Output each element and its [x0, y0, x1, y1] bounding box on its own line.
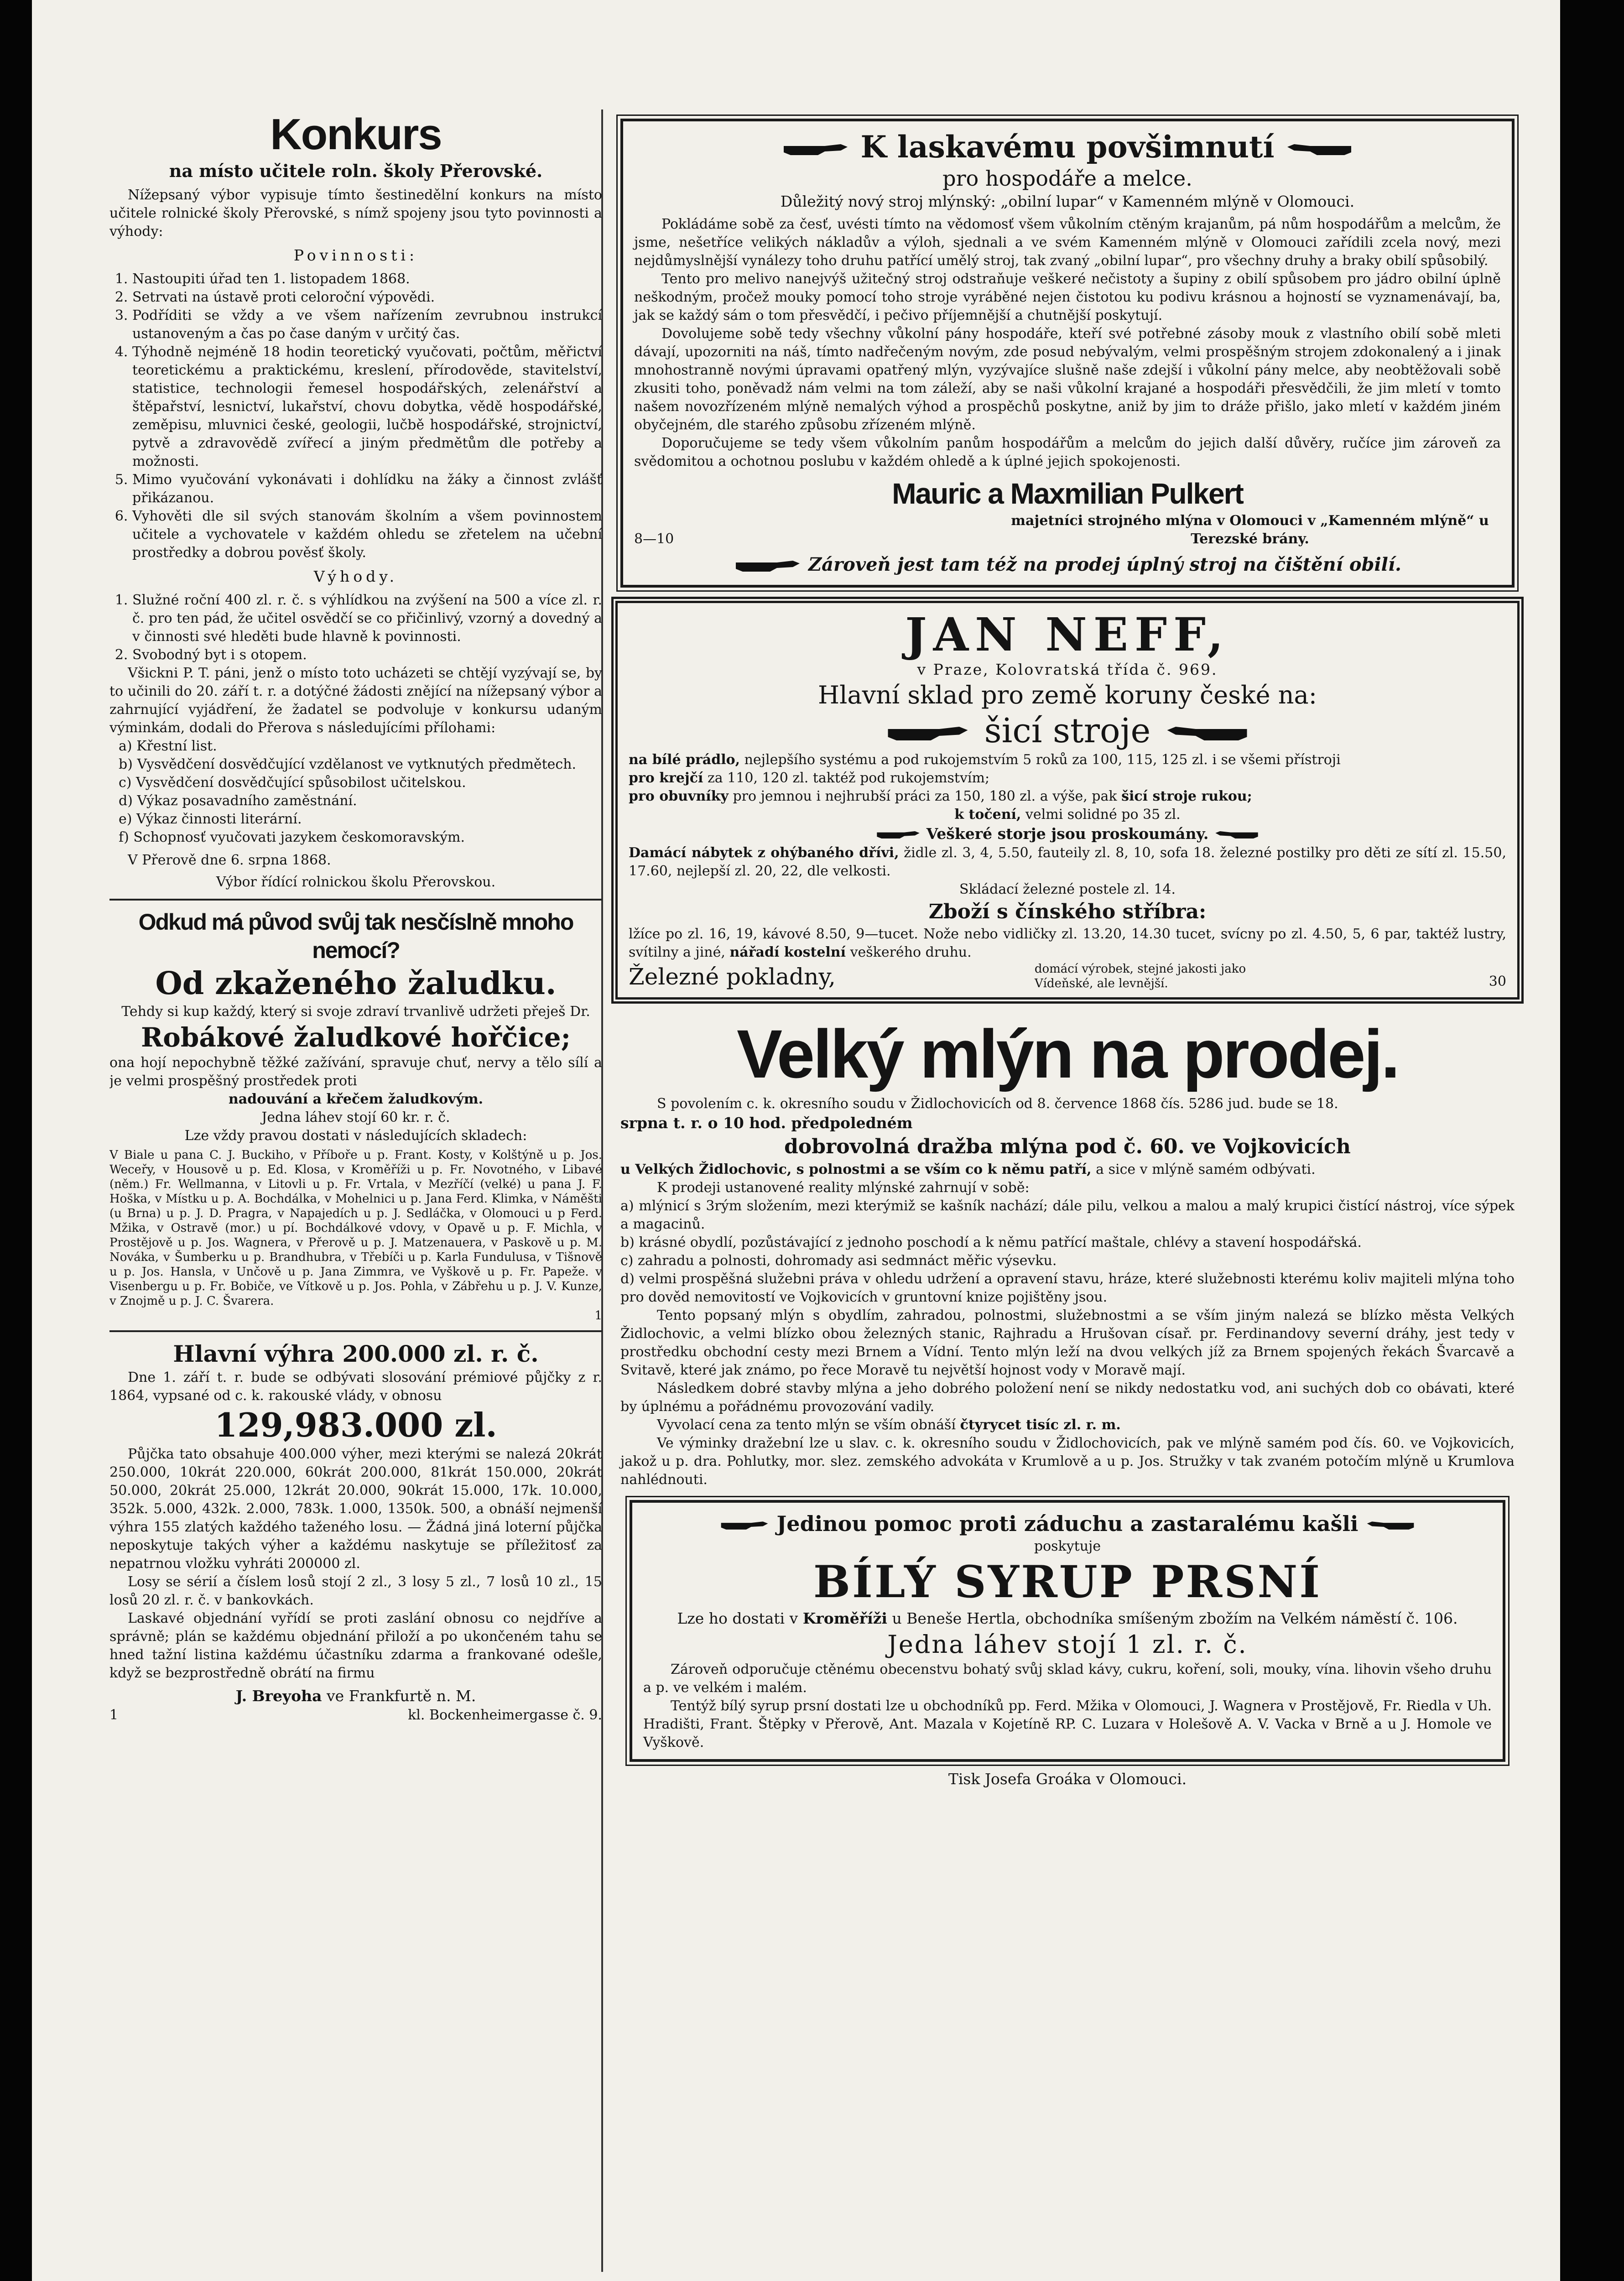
horcice-ad: [109, 908, 602, 1323]
konkurs-title: Konkurs: [270, 110, 442, 159]
neff-line7: Skládací železné postele zl. 14.: [959, 881, 1176, 897]
mlyn-p1-bold: srpna t. r. o 10 hod. předpoledném: [620, 1114, 913, 1132]
loterie-text4: Laskavé objednání vyřídí se proti zaslání obnosu co nejdříve a správně; plán se každému objednání přiloží a po ukončeném tahu se hned tažní listina každému účastníku zdarma a frankované odešle, když se bezprostředně obrátí na firmu: [109, 1610, 602, 1681]
pulkert-footer-line: [634, 552, 1501, 578]
pointing-hand-icon: [1365, 1519, 1416, 1532]
horcice-lead: Tehdy si kup každý, který si svoje zdraví trvanlivě udržeti přeješ Dr.: [121, 1004, 590, 1020]
mlyn-p1: S povolením c. k. okresního soudu v Židlochovicích od 8. července 1868 čís. 5286 jud. bude se 18.: [657, 1096, 1338, 1112]
mlyn-p7: [620, 1416, 1515, 1434]
horcice-question: Odkud má původ svůj tak nesčíslně mnoho nemocí?: [138, 909, 573, 963]
neff-line9: [629, 925, 1506, 962]
neff-line2: [629, 769, 1506, 787]
neff-line2-bold: pro krejčí: [629, 770, 703, 786]
pointing-hand-icon: [781, 141, 850, 159]
printer-imprint: Tisk Josefa Groáka v Olomouci.: [948, 1770, 1187, 1788]
neff-name: JAN NEFF,: [905, 608, 1230, 661]
neff-line10-small: domácí výrobek, stejné jakosti jako Vídeňské, ale levnější.: [1034, 962, 1246, 990]
pointing-hand-icon: [734, 557, 802, 575]
pulkert-p3: Dovolujeme sobě tedy všechny vůkolní pány hospodáře, kteří své potřebné zásoby mouk z vlastního obilí sobě mleti dávají, upozorniti na náš, tímto nadřečeným novým, zde posud nebývalým, velmi prospěšným strojem zdokonalený a i jinak mnohostranně novými úpravami opatřený mlýn, vyzývajíce slušně naše zdejší i vůkolní pány melce, aby neobtěžovali sobě zkusiti toho, poněvadž nám velmi na tom záleží, aby se naši vůkolní krajané a hospodáři přesvědčili, že jim mletí v tomto našem novozřízeném mlýně nemalých výhod a prospěchů poskytne, aniž by jim to dráže přišlo, jako mletí v každém jiném obyčejném, dle starého způsobu zřízeném mlýně.: [634, 326, 1501, 433]
mlyn-p2: dobrovolná dražba mlýna pod č. 60. ve Vojkovicích: [784, 1135, 1351, 1158]
mlyn-p8: Ve výminky dražební lze u slav. c. k. okresního soudu v Židlochovicích, pak ve mlýně samém pod čís. 60. ve Vojkovicích, jakož u p. dra. Pohlutky, mor. slez. zemského advokáta v Krumlově a u p. Jos. Stružky v tak zvaném potočím mlýně u Krumlova nahlédnouti.: [620, 1435, 1515, 1488]
pointing-hand-icon: [1161, 722, 1253, 745]
syrup-depots: Tentýž bílý syrup prsní dostati lze u obchodníků pp. Ferd. Mžika v Olomouci, J. Wagnera v Prostějově, Fr. Riedla v Uh. Hradišti, Frant. Štěpky v Přerově, Ant. Mazala v Kojetíně RP. C. Luzara v Holešově A. V. Vacka v Brně a u J. Homole ve Vyškově.: [643, 1698, 1492, 1750]
pulkert-line: Důležitý nový stroj mlýnský: „obilní lupar“ v Kamenném mlýně v Olomouci.: [780, 193, 1355, 210]
horcice-number: 1: [594, 1309, 602, 1323]
pointing-hand-icon: [1285, 141, 1353, 159]
konkurs-place-date: V Přerově dne 6. srpna 1868.: [128, 852, 331, 868]
syrup-product: BÍLÝ SYRUP PRSNÍ: [813, 1556, 1322, 1608]
konkurs-subtitle: na místo učitele roln. školy Přerovské.: [169, 161, 543, 181]
pulkert-owners: majetníci strojného mlýna v Olomouci v „Kamenném mlýně“ u Terezské brány.: [1011, 513, 1489, 547]
konkurs-duties-heading: Povinnosti:: [293, 246, 418, 264]
neff-line1-bold: na bílé prádlo,: [629, 752, 740, 768]
mlyn-item: c) zahradu a polnosti, dohromady asi sedmnáct měřic výsevku.: [620, 1253, 1057, 1269]
syrup-heading-line: [643, 1510, 1492, 1537]
horcice-product: Robákové žaludkové hořčice;: [141, 1022, 571, 1053]
scan-border-left: [0, 0, 32, 2281]
duty-item: 3. Podříditi se vždy a ve všem nařízením zevrubnou instrukcí ustanoveným a čas po čase daným v určitý čas.: [132, 307, 602, 343]
attachment-item: c) Vysvědčení dosvědčující spůsobilost učitelskou.: [119, 775, 466, 791]
mlyn-item: d) velmi prospěšná služebni práva v ohledu udržení a opravení stavu, hráze, které služebnosti kterému koliv majiteli mlýna toho pro dověd nemovitostí ve Vojkovicích v gruntovní knize pojištěny jsou.: [620, 1271, 1515, 1305]
mlyn-p6: Následkem dobré stavby mlýna a jeho dobrého položení není se nikdy nedostatku vod, ani suchých dob co obávati, které by úplnému a pořádnému provozování vadily.: [620, 1380, 1515, 1415]
neff-product-line: [629, 711, 1506, 751]
mlyn-p7-bold: čtyrycet tisíc zl. r. m.: [960, 1417, 1121, 1433]
attachment-item: d) Výkaz posavadního zaměstnání.: [119, 793, 357, 809]
benefit-item: 2. Svobodný byt i s otopem.: [132, 646, 602, 664]
attachment-item: f) Schopnosť vyučovati jazykem českomoravským.: [119, 829, 465, 845]
horcice-price: Jedna láhev stojí 60 kr. r. č.: [261, 1109, 450, 1125]
pulkert-firm: Mauric a Maxmilian Pulkert: [892, 477, 1243, 510]
pointing-hand-icon: [875, 828, 921, 841]
neff-line6-text: židle zl. 3, 4, 5.50, fauteily zl. 8, 10, sofa 18. železné postilky pro děti ze sítí zl. 15.50, 17.60, nejlepší zl. 20, 22, dle velkosti.: [629, 845, 1506, 879]
konkurs-signature: Výbor řídící rolnickou školu Přerovskou.: [216, 874, 496, 890]
duty-item: 2. Setrvati na ústavě proti celoroční výpovědi.: [132, 288, 602, 307]
syrup-price: Jedna láhev stojí 1 zl. r. č.: [887, 1630, 1248, 1659]
neff-line4-text: velmi solidné po 35 zl.: [1025, 807, 1181, 823]
loterie-amount: 129,983.000 zl.: [214, 1406, 497, 1444]
loterie-ad: [109, 1339, 602, 1724]
loterie-address: kl. Bockenheimergasse č. 9.: [408, 1707, 602, 1723]
duty-item: 5. Mimo vyučování vykonávati i dohlídku na žáky a činnost zvlášť přikázanou.: [132, 471, 602, 507]
mlyn-item: a) mlýnicí s 3rým složením, mezi kterýmiž se kašník nachází; dále pilu, velkou a malou a malý krupici čistící nástroj, více sýpek a magacinů.: [620, 1198, 1515, 1232]
loterie-text3: Losy se sérií a číslem losů stojí 2 zl., 3 losy 5 zl., 7 losů 10 zl., 15 losů 20 zl. r. č. v bankovkách.: [109, 1574, 602, 1608]
loterie-text1: Dne 1. září t. r. bude se odbývati slosování prémiové půjčky z r. 1864, vypsané od c. k. rakouské vlády, v obnosu: [109, 1370, 602, 1404]
loterie-number: 1: [109, 1707, 119, 1723]
neff-line3: [629, 787, 1506, 806]
neff-line3-bold2: šicí stroje rukou;: [1121, 788, 1252, 804]
neff-line5-text: Veškeré storje jsou proskoumány.: [926, 825, 1209, 843]
neff-line5: [629, 824, 1506, 844]
neff-line1: [629, 751, 1506, 769]
attachment-item: e) Výkaz činnosti literární.: [119, 811, 302, 827]
pulkert-p4: Doporučujeme se tedy všem vůkolním panům hospodářům a melcům do jejich další důvěry, ručíce jim zároveň za svědomitou a ochotnou poslubu v každém ohledě a k úplné jejich spokojenosti.: [634, 435, 1501, 469]
pulkert-owners-row: [634, 512, 1501, 548]
attachment-item: b) Vysvědčení dosvědčující vzdělanost ve vytknutých předmětech.: [119, 756, 577, 772]
mlyn-p3-text: a sice v mlýně samém odbývati.: [1096, 1161, 1316, 1177]
horcice-stores: V Biale u pana C. J. Buckiho, v Příboře u p. Frant. Kosty, v Kolštýně u p. Jos. Weceřy, v Housově u p. Ed. Klosa, v Kroměříži u p. Fr. Novotného, v Libavé (něm.) Fr. Wellmanna, v Litovli u p. Fr. Vrtala, v Mezříčí (velké) u pana J. F. Hoška, v Místku u p. A. Bochdálka, v Mohelnici u p. Jana Ferd. Klimka, v Náměšti (u Brna) u p. J. D. Pragra, v Napajedích u p. J. Sedláčka, v Olomouci u p Ferd. Mžika, v Ostravě (mor.) u pí. Bochdálkové vdovy, v Opavě u p. F. Michla, v Prostějově u p. Jos. Wagnera, v Přerově u p. J. Matzenauera, v Paskově u p. M. Nováka, v Šumberku u p. Brandhubra, v Třebíči u p. Karla Fundulusa, v Tišnově u p. Jos. Hansla, v Unčově u p. Jana Zimmra, ve Vyškově u p. Fr. Papeže. v Visenbergu u p. Fr. Bobiče, ve Vítkově u p. Jos. Pohla, v Zábřehu u p. J. V. Kunze, v Znojmě u p. J. C. Švarera.: [109, 1148, 602, 1308]
konkurs-ad: [109, 109, 602, 891]
konkurs-benefits-list: [109, 591, 602, 664]
mlyn-p5: Tento popsaný mlýn s obydlím, zahradou, polnostmi, služebnostmi a se vším jiným nalezá se blízko města Velkých Židlochovic, a velmi blízko obou železných stanic, Rajhradu a Hrušovan císař. pr. Ferdinandovy severní dráhy, jest tedy v prostředku obchodní cesty mezi Brnem a Vídní. Tento mlýn leží na dvou velkých jíž za Brnem spojených řekách Švarcavě a Svitavě, které jak známo, po řece Moravě tu největší hojnost vody v Moravě mají.: [620, 1307, 1515, 1378]
neff-line9-tail: veškerého druhu.: [850, 944, 972, 960]
pulkert-p2: Tento pro melivo nanejvýš užitečný stroj odstraňuje veškeré nečistoty a šupiny z obilí spůsobem pro jádro obilní úplně neškodným, pročež mouky pomocí toho stroje vyráběné nejen čistotou ku podivu krásnou a hojností se vyznamenávají, ba, jak se každý sám o tom přesvědčí, i pečivo příjemnější a chutnější poskytují.: [634, 271, 1501, 323]
neff-line4: [629, 806, 1506, 824]
loterie-heading: Hlavní výhra 200.000 zl. r. č.: [173, 1340, 539, 1367]
pulkert-ad: [620, 119, 1515, 588]
loterie-firm-place: ve Frankfurtě n. M.: [327, 1687, 476, 1705]
pulkert-p1: Pokládáme sobě za česť, uvésti tímto na vědomosť všem vůkolním ctěným krajanům, pá nům hospodářům a melcům, že jsme, nešetříce velikých nákladův a výloh, sjednali a ve svém Kamenném mlýně v Olomouci zařídili zcela nový, mezi nejdůmyslnější vynálezy toho druhu patřící umělý stroj, tak zvaný „obilní lupar“, pro všechny druhy a braky obilí spůsobilý.: [634, 216, 1501, 269]
mlyn-item: b) krásné obydlí, pozůstávající z jednoho poschodí a k němu patřící maštale, chlévy a stavení hospodářská.: [620, 1234, 1362, 1250]
syrup-ad: [630, 1500, 1505, 1762]
duty-item: 4. Týhodně nejméně 18 hodin teoretický vyučovati, počtům, měřictví teoretickému a praktickému, kreslení, přírodověde, stavitelství, statistice, technologii řemesel hospodářských, zelenářství a štěpařství, lesnictví, lukařství, chovu dobytka, vědě hospodářské, zeměpisu, mluvnici české, geologii, lučbě hospodářské, strojnictví, pytvě a zdravovědě zvířecí a jiným předmětům dle potřeby a možnosti.: [132, 343, 602, 471]
neff-headline: Hlavní sklad pro země koruny české na:: [818, 681, 1317, 709]
konkurs-duties-list: [109, 270, 602, 562]
konkurs-intro: Nížepsaný výbor vypisuje tímto šestinedělní konkurs na místo učitele rolnické školy Přerovské, s nímž spojeny jsou tyto povinnosti a výhody:: [109, 187, 602, 240]
neff-line9-text: lžíce po zl. 16, 19, kávové 8.50, 9—tucet. Nože nebo vidličky zl. 13.20, 14.30 tucet, svícny po zl. 4.50, 5, 6 par, taktéž lustry, svítilny a jiné,: [629, 926, 1506, 960]
duty-item: 6. Vyhověti dle sil svých stanovám školním a všem povinnostem učitele a vychovatele v každém ohledu se zřetelem na učební prostředky a dobrou pověsť školy.: [132, 507, 602, 562]
pulkert-heading: K laskavému povšimnutí: [860, 129, 1275, 165]
mlyn-p3: [620, 1161, 1515, 1179]
konkurs-benefits-heading: Výhody.: [313, 568, 398, 585]
neff-line3-bold: pro obuvníky: [629, 788, 729, 804]
divider: [109, 899, 602, 901]
neff-line10-row: [629, 962, 1506, 991]
attachment-item: a) Křestní list.: [119, 738, 217, 754]
pulkert-footer: Zároveň jest tam též na prodej úplný stroj na čištění obilí.: [808, 554, 1401, 575]
neff-ad: [611, 597, 1524, 1004]
neff-product: šicí stroje: [984, 711, 1151, 750]
neff-line6: [629, 844, 1506, 880]
loterie-address-row: [109, 1706, 602, 1724]
mlyn-headline: Velký mlýn na prodej.: [737, 1016, 1398, 1092]
pointing-hand-icon: [882, 722, 973, 745]
konkurs-attachments: [109, 737, 602, 847]
syrup-also: Zároveň odporučuje ctěnému obecenstvu bohatý svůj sklad kávy, cukru, koření, soli, mouky, vína. lihovin všeho druhu a p. ve velkém i malém.: [643, 1661, 1492, 1696]
neff-line2-text: za 110, 120 zl. taktéž pod rukojemstvím;: [707, 770, 990, 786]
pulkert-number: 8—10: [634, 531, 674, 547]
neff-line9-bold: nářadí kostelní: [729, 944, 846, 960]
horcice-answer: Od zkaženého žaludku.: [155, 965, 557, 1002]
neff-line6-bold: Damácí nábytek z ohýbaného dřívi,: [629, 845, 899, 861]
syrup-poskytuje: poskytuje: [1034, 1538, 1101, 1554]
pointing-hand-icon: [719, 1519, 770, 1532]
neff-line1-text: nejlepšího systému a pod rukojemstvím 5 roků za 100, 115, 125 zl. i se všemi přístroji: [744, 752, 1341, 768]
divider: [109, 1330, 602, 1332]
scan-border-right: [1560, 0, 1624, 2281]
right-column: [602, 91, 1533, 2272]
syrup-heading: Jedinou pomoc proti záduchu a zastaralému kašli: [776, 1511, 1359, 1536]
horcice-desc: ona hojí nepochybně těžké zažívání, spravuje chuť, nervy a tělo sílí a je velmi prospěšný prostředek proti: [109, 1055, 602, 1089]
mlyn-p3-bold: u Velkých Židlochovic, s polnostmi a se vším co k němu patří,: [620, 1161, 1092, 1177]
left-column: [109, 91, 602, 2272]
horcice-desc-bold: nadouvání a křečem žaludkovým.: [228, 1091, 484, 1107]
loterie-firm-line: [109, 1686, 602, 1706]
mlyn-ad: [620, 1013, 1515, 1489]
neff-address: v Praze, Kolovratská třída č. 969.: [917, 661, 1218, 678]
syrup-where-bold: Kroměříži: [802, 1609, 887, 1627]
benefit-item: 1. Služné roční 400 zl. r. č. s výhlídkou na zvýšení na 500 a více zl. r. č. pro ten pád, že učitel osvědčí se co přičinlivý, vzorný a dovedný a v činnosti své hleděti bude hlavně k povinnosti.: [132, 591, 602, 646]
syrup-where-a: Lze ho dostati v: [677, 1609, 798, 1627]
neff-number: 30: [1489, 974, 1506, 989]
neff-line3-text: pro jemnou i nejhrubší práci za 150, 180 zl. a výše, pak: [733, 788, 1117, 804]
konkurs-body: Všickni P. T. páni, jenž o místo toto ucházeti se chtějí vyzývají se, by to učinili do 20. září t. r. a dotýčné žádosti znějící na nížepsaný výbor a zahrnující vyjádření, že žadatel se podvoluje v konkursu udaným výminkám, dodali do Přerova s následujícími přílohami:: [109, 665, 602, 736]
syrup-where-b: u Beneše Hertla, obchodníka smíšeným zbožím na Velkém náměstí č. 106.: [892, 1609, 1458, 1627]
syrup-where: [643, 1609, 1492, 1629]
mlyn-p7-text: Vyvolací cena za tento mlýn se vším obnáší: [657, 1417, 956, 1433]
pointing-hand-icon: [1214, 828, 1260, 841]
neff-line4-bold: k točení,: [954, 807, 1021, 823]
duty-item: 1. Nastoupiti úřad ten 1. listopadem 1868.: [132, 270, 602, 288]
neff-line10: Železné pokladny,: [629, 963, 836, 990]
neff-line8: Zboží s čínského stříbra:: [928, 900, 1207, 923]
pulkert-sub: pro hospodáře a melce.: [942, 166, 1192, 191]
mlyn-p4: K prodeji ustanovené reality mlýnské zahrnují v sobě:: [657, 1180, 1030, 1196]
loterie-firm: J. Breyoha: [235, 1687, 322, 1705]
loterie-text2: Půjčka tato obsahuje 400.000 výher, mezi kterými se nalezá 20krát 250.000, 10krát 220.000, 60krát 200.000, 81krát 150.000, 20krát 50.000, 20krát 25.000, 12krát 20.000, 90krát 15.000, 17k. 10.000, 352k. 5.000, 432k. 2.000, 783k. 1.000, 1350k. 500, a obnáší nejmenší výhra 155 zlatých každého taženého losu. — Žádná jiná loterní půjčka neposkytuje takých výher a každému naskytuje se příležitosť za nepatrnou vložku vyhráti 200000 zl.: [109, 1446, 602, 1572]
horcice-where: Lze vždy pravou dostati v následujících skladech:: [184, 1128, 527, 1144]
pulkert-heading-line: [634, 129, 1501, 165]
